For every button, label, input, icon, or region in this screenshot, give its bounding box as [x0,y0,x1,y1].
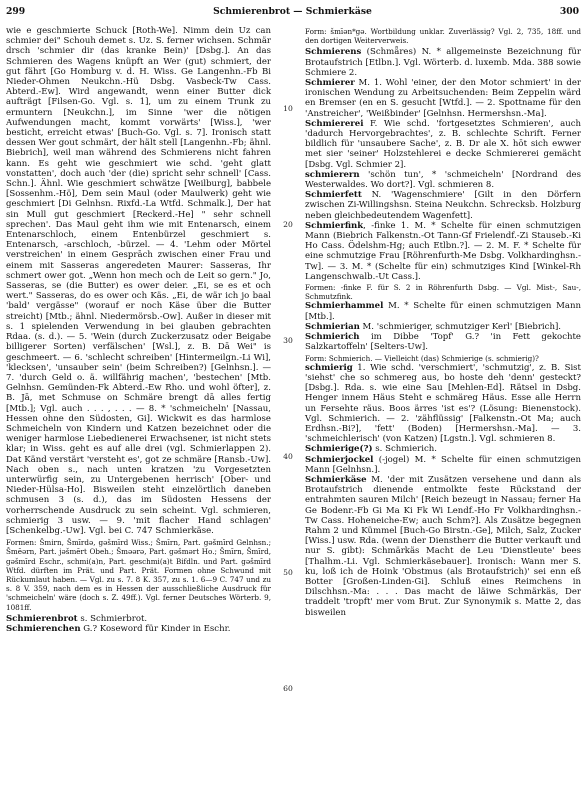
entry-headword: Schmierich [305,332,360,343]
entry-headword: Schmierjockel [305,454,374,465]
entry-headword: Schmierenchen [6,623,81,634]
dictionary-entry [305,363,581,445]
dictionary-entry [305,119,581,170]
entry-body: 1. Wie schd. 'verschmiert', 'schmutzig', z. B. Sist 'siehst' che so schmereg aus, bo hoste deh 'denn' gesteckt? [Dsbg.]. Rda. s. wie eine Sau [Mehlen-Ed]. Rätsel in Dsbg. Henger innem Häus Steht e schmäreg Häus. Esse alle Herrn un Fersehte räus. Boos ärres 'ist es'? (Lösung: Bienenstock). Vgl. Schmierich. — 2. 'zähflüssig' [Falkenstn.-Ot Ma; auch Erdhsn.-Bi?], 'fett' (Boden) [Hermershsn.-Ma]. — 3. 'schmeichlerisch' (von Katzen) [Lgstn.]. Vgl. schmieren 8. [305,362,581,445]
entry-headword: schmierig [305,362,353,373]
dictionary-entry [305,455,581,475]
entry-headword: Schmiererei [305,118,364,129]
entry-body: s. Schmierich. [372,444,437,455]
dictionary-entry [305,221,581,282]
entry-body: im Dibbe 'Topf' G.? 'in Fett gekochte Salzkartoffeln' [Selters-Uw]. [305,332,581,353]
page-number-right: 300 [559,6,579,17]
line-number: 20 [283,220,293,229]
right-column [305,26,581,618]
forms-note: Form: Schmierich. — Vielleicht (das) Schmierige (s. schmierig)? [305,353,539,363]
entry-body: M. 'schmieriger, schmutziger Kerl' [Biebrich]. [359,321,562,332]
forms-note: Form: šmīǝn*gə. Wortbildung unklar. Zuverlässig? Vgl. 2, 735, 18ff. und den dortigen Weiterverweis. [305,27,581,46]
entry-body: F. Wie schd. 'fortgesetztes Schmieren', auch 'dadurch Hervorgebrachtes', z. B. schlechte Schrift. Ferner bildlich für 'unsaubere Sache', z. B. Dr ale X. hōt sich ewwer met sier 'seiner' Holzstehlerei e decke Schmiererei gemächt [Dsbg. Vgl. Schmier 2]. [305,118,581,170]
entry-headword: Schmierfett [305,190,362,201]
entry-body: M. * Schelte für einen schmutzigen Mann [Mtb.]. [305,301,581,322]
forms-note: Formen: Šmirn, Šmīrdə, gəšmīrd Wiss.; Šmīrn, Part. gəšmīrd Gelnhsn.; Šmēǝrn, Part. jəšmērt Obeh.; Šmǝǝrə, Part. gəšmǝrt Ho.; Šmīrn, Šmīrd, gəšmīrd Eschr., schmi(a)n, Part. geschmi(a)t Bifdln. und Part. gəšmīrd Wtfd. dürften im Prät. und Part. Prät. Formen ohne Schwund mit Rückumlaut haben. — Vgl. zu s. 7. 8 K. 357, zu s. 1. 6—9 C. 747 und zu s. 8 V. 359, nach dem es in Hessen der ausschließliche Ausdruck für 'schmeicheln' wäre (doch s. Z. 49ff.). Vgl. ferner Deutsches Wörterb. 9, 1081ff. [6,538,271,612]
dictionary-entry [305,475,581,618]
entry-body: 'schön tun', * 'schmeicheln' [Nordrand des Westerwaldes. Wo dort?]. Vgl. schmieren 8. [305,169,581,191]
forms-note: Formen: -finke F. für S. 2 in Röhrenfurth Dsbg. — Vgl. Mist-, Sau-, Schmutzfink. [305,283,581,302]
page-number-left: 299 [6,6,26,17]
dictionary-entry [305,190,581,221]
left-column [6,26,271,634]
entry-headword: Schmierer [305,78,355,89]
dictionary-entry [305,47,581,78]
entry-body: N. 'Wagenschmiere' [Gilt in den Dörfern zwischen Zi-Willingshsn. Steina Neukchn. Schrecksb. Holzburg neben gleichbedeutendem Wagenfett]. [305,190,581,221]
entry-body: M. 'der mit Zusätzen versehene und dann als Brotaufstrich dienende entmolkte feste Rückstand der entrahmten sauren Milch' [Reich bezeugt in Nassau; ferner Ha Ge Bodenr.-Fb Gi Ma Ki Fk Wi Lendf.-Ho Fr Volkhardinghsn.-Tw Cass. Hoheneiche-Ew; auch Schm?]. Als Zusätze begegnen Rahm 2 und Kümmel [Buch-Go Birstn.-Ge], Milch, Salz, Zucker [Wiss.] usw. Rda. (wenn der Dienstherr die Butter verkauft und nur S. gibt): Schmärkäs Macht de Leu 'Dienstleute' bees [Thalhm.-Li. Vgl. Schmierkäsebauer]. Ironisch: Wann mer S. ku, loß ich de Hoink 'Obstmus (als Brotaufstrich)' sei enn eß Botter [Großen-Linden-Gi]. Schluß eines Reimchens in Dilschhsn.-Ma: . . . Das macht de läiwe Schmärkäs, Der traddelt 'tropft' mer vom Brut. Zur Synonymik s. Matte 2, das bisweilen [305,474,581,618]
entry-headword: Schmierfink [305,220,364,231]
dictionary-entry [305,322,581,332]
entry-body: (Schmǟres) N. * allgemeinste Bezeichnung für Brotaufstrich [Etlbn.]. Vgl. Wörterb. d. luxemb. Mda. 388 sowie Schmiere 2. [305,47,581,78]
entry-headword: Schmierenbrot [6,613,78,624]
entry-body: , -finke 1. M. * Schelte für einen schmutzigen Mann (Biebrich Falkenstn.-Ot Tann-Gf Frielendf.-Zi Stauseb.-Ki Ho Cass. Ödelshm-Hg; auch Etlbn.?]. — 2. M. F. * Schelte für eine schmutzige Frau [Röhrenfurth-Me Dsbg. Volkhardinghsn.-Tw]. — 3. M. * (Schelte für ein) schmutziges Kind [Winkel-Rh Langenschwalb.-Ut Cass.]. [305,220,581,282]
entry-headword: Schmierhammel [305,301,384,312]
dictionary-entry [305,332,581,352]
running-title: Schmierenbrot — Schmierkäse [213,6,372,17]
dictionary-entry [305,170,581,190]
entry-body: s. Schmierbrot. [77,613,148,624]
line-number: 60 [283,684,293,693]
line-number-gutter [273,26,303,786]
entry-headword: Schmierens [305,47,362,58]
dictionary-entry [305,78,581,119]
dictionary-entry [6,614,271,624]
dictionary-entry [305,444,581,454]
entry-body: M. 1. Wohl 'einer, der den Motor schmiert' in der ironischen Wendung zu Arbeitsuchenden: Beim Zeppelin wärd en Bremser (en en S. gesucht [Wtfd.]. — 2. Spottname für den 'Anstreicher', 'Weißbinder' [Gelnhsn. Hermershsn.-Ma]. [305,78,581,119]
line-number: 30 [283,336,293,345]
entry-headword: Schmierian [305,321,360,332]
entry-body: (-jogel) M. * Schelte für einen schmutzigen Mann [Gelnhsn.]. [305,454,581,475]
dictionary-entry [305,301,581,321]
entry-body: G.? Koseword für Kinder in Eschr. [80,623,231,634]
dictionary-entry [6,624,271,634]
entry-headword: Schmierkäse [305,474,367,485]
entry-continuation: wie e geschmierte Schuck [Roth-We]. Nimm dein Uz can schmier dei" Schouh demet s. Uz. S. ferner wichsen. Schmär drsch 'schmier dir (das kranke Bein)' [Dsbg.]. An das Schmieren des Wagens knüpft an Wer (gut) schmiert, der gut fährt [Go Homburg v. d. H. Wiss. Ge Langenhn.-Fb Bi Nieder-Ohmen Neukchn.-Hü Dsbg. Vasbeck-Tw Cass. Abterd.-Ew]. Wird angewandt, wenn einer Butter dick aufträgt [Filsen-Go. Vgl. s. 1], um zu einem Trunk zu ermuntern [Neukchn.], im Sinne 'wer die nötigen Aufwendungen macht, kommt vorwärts' [Wiss.], 'wer besticht, erreicht etwas' [Buch-Go. Vgl. s. 7]. Ironisch statt dessen Wer gout schmärt, der hält stell [Langenhn.-Fb; ähnl. Biebrich], weil man während des Schmierens nicht fahren kann. Es geht wie geschmiert wie schd. 'geht glatt vonstatten', doch auch 'der (die) spricht sehr schnell' [Cass. Schn.]. Ähnl. Wie geschmiert schwätze [Weilburg], babbele [Sossenhm.-Hö], Dem sein Maul (oder Maulwerk) geht wie geschmiert [Di Gelnhsn. Rixfd.-La Wtfd. Schmalk.], Der hat sin Mull gut geschmiert [Reckerd.-He] " sehr schnell sprechen'. Das Maul geht ihm wie mit Entenarsch, einem Entenarschloch, einem Entenbürzel geschmiert s. Entenarsch, -arschloch, -bürzel. — 4. 'Lehm oder Mörtel verstreichen' in einem Gesprāch zwischen einer Frau und einem mit Sasseras angeredeten Maurer: Sasseras, Ihr schmert ower got. „Wenn hon mech och de Leit so gern." Jo, Sasseras, se (die Butter) es ower deier. „Ei, se es et och wert." Sasseras, do es ower och Käs. „Ei, de wär ich jo baal 'bald' vergässe" (worauf er noch Käse über die Butter streicht) [Mtb.; ähnl. Niedermörsb.-Ow]. Außer in dieser mit s. 1 spielenden Verwendung in bei glauben gebrachten Rdaa. (s. d.). — 5. 'Wein (durch Zuckerzusatz oder Beigabe billigerer Sorten) verfälschen' [Wsl.], z. B. Dā Wei" is geschmeert. — 6. 'schlecht schreiben' [Hintermeilgn.-Li Wi], 'klecksen', 'unsauber sein' (beim Schreiben?) [Gelnhsn.]. — 7. 'durch Geld o. ä. willfährig machen', 'bestechen' [Mtb. Gelnhsn. Gemünden-Fk Abterd.-Ew Rho. und wohl öfter], z. B. Jā, met Schmuse on Schmäre brengt dā alles fertig [Mtb.]; Vgl. auch . . . , . . . — 8. * 'schmeicheln' [Nassau, Hessen ohne den Südosten, Gi]. Wickwit es das harmlose Schmeicheln von Kindern und Katzen bezeichnet oder die weniger harmlose Liebedienerei Erwachsener, ist nicht stets klar; in Wiss. geht es auf alle drei (vgl. Schmierlappen 2). Dat Känd verstärt 'versteht es', got ze schmäre [Ransb.-Uw]. Nach oben s., nach unten kratzen 'zu Vorgesetzten unterwürfig sein, zu Untergebenen herrisch' [Ober- und Nieder-Hülsa-Ho]. Bisweilen steht einzelörtlich daneben schmusen 3 (s. d.), das im Südosten Hessens der vorherrschende Ausdruck zu sein scheint. Vgl. schmieren, schmierig 3 usw. — 9. 'mit flacher Hand schlagen' [Schenkelbg.-Uw]. Vgl. bei C. 747 Schmierkäse. [6,26,271,536]
line-number: 50 [283,568,293,577]
page-header [6,6,579,20]
line-number: 40 [283,452,293,461]
entry-headword: schmierern [305,169,360,180]
entry-headword: Schmierige(?) [305,444,373,455]
line-number: 10 [283,104,293,113]
